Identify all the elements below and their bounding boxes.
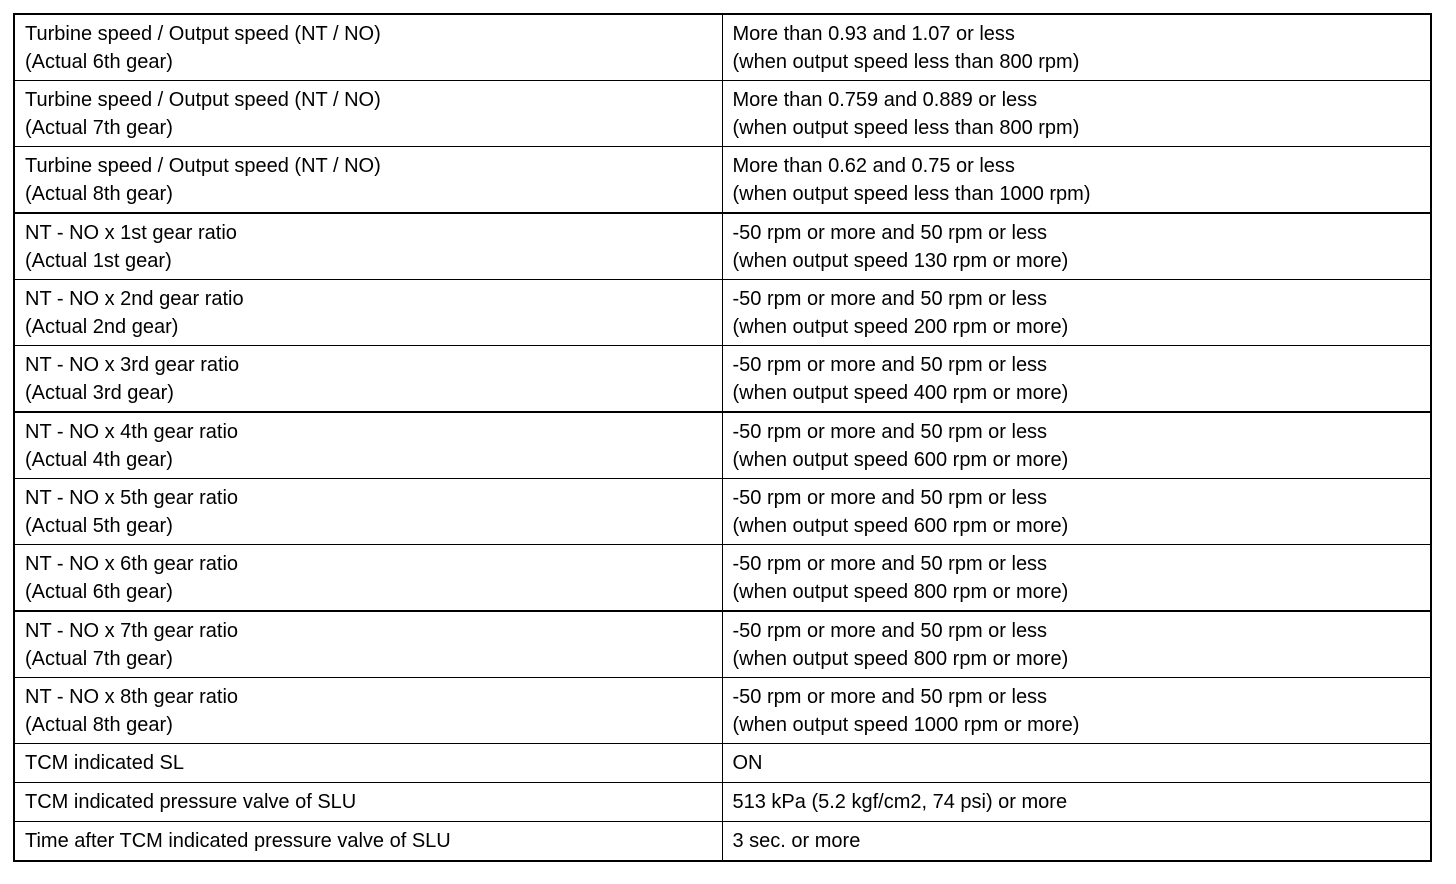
item-line: (Actual 8th gear) (25, 713, 173, 736)
item-cell (14, 280, 722, 346)
condition-cell (722, 545, 1431, 612)
condition-cell (722, 280, 1431, 346)
condition-line: (when output speed less than 800 rpm) (732, 116, 1080, 139)
item-line: (Actual 8th gear) (25, 182, 173, 205)
table-row (14, 14, 1431, 81)
item-line: (Actual 2nd gear) (25, 315, 179, 338)
condition-line: -50 rpm or more and 50 rpm or less (732, 221, 1048, 244)
condition-line: (when output speed 400 rpm or more) (732, 381, 1069, 404)
table-row (14, 213, 1431, 280)
condition-cell (722, 822, 1431, 862)
item-line: NT - NO x 5th gear ratio (25, 486, 239, 509)
item-cell (14, 412, 722, 479)
condition-line: More than 0.759 and 0.889 or less (732, 88, 1038, 111)
condition-cell (722, 213, 1431, 280)
condition-line: -50 rpm or more and 50 rpm or less (732, 552, 1048, 575)
table-row (14, 678, 1431, 744)
item-line: NT - NO x 3rd gear ratio (25, 353, 240, 376)
condition-cell (722, 744, 1431, 783)
item-line: NT - NO x 1st gear ratio (25, 221, 237, 244)
table-row (14, 744, 1431, 783)
item-line: Turbine speed / Output speed (NT / NO) (25, 154, 381, 177)
item-line: Time after TCM indicated pressure valve of SLU (25, 830, 451, 852)
condition-cell (722, 479, 1431, 545)
condition-line: (when output speed 800 rpm or more) (732, 580, 1069, 603)
condition-line: (when output speed less than 800 rpm) (732, 50, 1080, 73)
item-cell (14, 822, 722, 862)
item-line: (Actual 7th gear) (25, 647, 173, 670)
condition-line: -50 rpm or more and 50 rpm or less (732, 287, 1048, 310)
item-line: Turbine speed / Output speed (NT / NO) (25, 88, 381, 111)
condition-cell (722, 611, 1431, 678)
table-row (14, 280, 1431, 346)
item-cell (14, 611, 722, 678)
item-line: (Actual 5th gear) (25, 514, 173, 537)
item-line: NT - NO x 6th gear ratio (25, 552, 239, 575)
condition-line: 513 kPa (5.2 kgf/cm2, 74 psi) or more (732, 791, 1068, 813)
condition-cell (722, 346, 1431, 413)
condition-line: -50 rpm or more and 50 rpm or less (732, 486, 1048, 509)
condition-line: (when output speed 600 rpm or more) (732, 448, 1069, 471)
item-line: (Actual 6th gear) (25, 580, 173, 603)
condition-line: -50 rpm or more and 50 rpm or less (732, 685, 1048, 708)
condition-line: (when output speed 800 rpm or more) (732, 647, 1069, 670)
table-row (14, 783, 1431, 822)
table-row (14, 346, 1431, 413)
condition-line: (when output speed 600 rpm or more) (732, 514, 1069, 537)
condition-line: -50 rpm or more and 50 rpm or less (732, 420, 1048, 443)
table-row (14, 81, 1431, 147)
item-line: (Actual 4th gear) (25, 448, 173, 471)
item-cell (14, 744, 722, 783)
item-line: NT - NO x 8th gear ratio (25, 685, 239, 708)
condition-cell (722, 678, 1431, 744)
item-cell (14, 678, 722, 744)
condition-line: (when output speed 200 rpm or more) (732, 315, 1069, 338)
condition-cell (722, 81, 1431, 147)
item-cell (14, 479, 722, 545)
item-cell (14, 14, 722, 81)
condition-cell (722, 783, 1431, 822)
condition-line: 3 sec. or more (732, 830, 861, 852)
condition-line: More than 0.62 and 0.75 or less (732, 154, 1015, 177)
condition-table (13, 13, 1432, 862)
item-line: TCM indicated SL (25, 752, 184, 774)
table-row (14, 412, 1431, 479)
condition-line: -50 rpm or more and 50 rpm or less (732, 619, 1048, 642)
item-cell (14, 346, 722, 413)
condition-line: (when output speed less than 1000 rpm) (732, 182, 1091, 205)
item-cell (14, 147, 722, 214)
condition-cell (722, 14, 1431, 81)
item-cell (14, 783, 722, 822)
item-line: TCM indicated pressure valve of SLU (25, 791, 357, 813)
item-line: (Actual 7th gear) (25, 116, 173, 139)
table-row (14, 822, 1431, 862)
item-line: (Actual 1st gear) (25, 249, 172, 272)
item-cell (14, 213, 722, 280)
condition-line: (when output speed 1000 rpm or more) (732, 713, 1080, 736)
table-row (14, 545, 1431, 612)
item-line: (Actual 3rd gear) (25, 381, 174, 404)
condition-line: More than 0.93 and 1.07 or less (732, 22, 1015, 45)
condition-line: ON (732, 752, 763, 774)
item-cell (14, 81, 722, 147)
table-row (14, 479, 1431, 545)
condition-cell (722, 147, 1431, 214)
table-row (14, 611, 1431, 678)
item-line: Turbine speed / Output speed (NT / NO) (25, 22, 381, 45)
condition-line: (when output speed 130 rpm or more) (732, 249, 1069, 272)
item-line: (Actual 6th gear) (25, 50, 173, 73)
item-line: NT - NO x 7th gear ratio (25, 619, 239, 642)
item-line: NT - NO x 4th gear ratio (25, 420, 239, 443)
condition-cell (722, 412, 1431, 479)
item-cell (14, 545, 722, 612)
item-line: NT - NO x 2nd gear ratio (25, 287, 244, 310)
table-row (14, 147, 1431, 214)
condition-line: -50 rpm or more and 50 rpm or less (732, 353, 1048, 376)
